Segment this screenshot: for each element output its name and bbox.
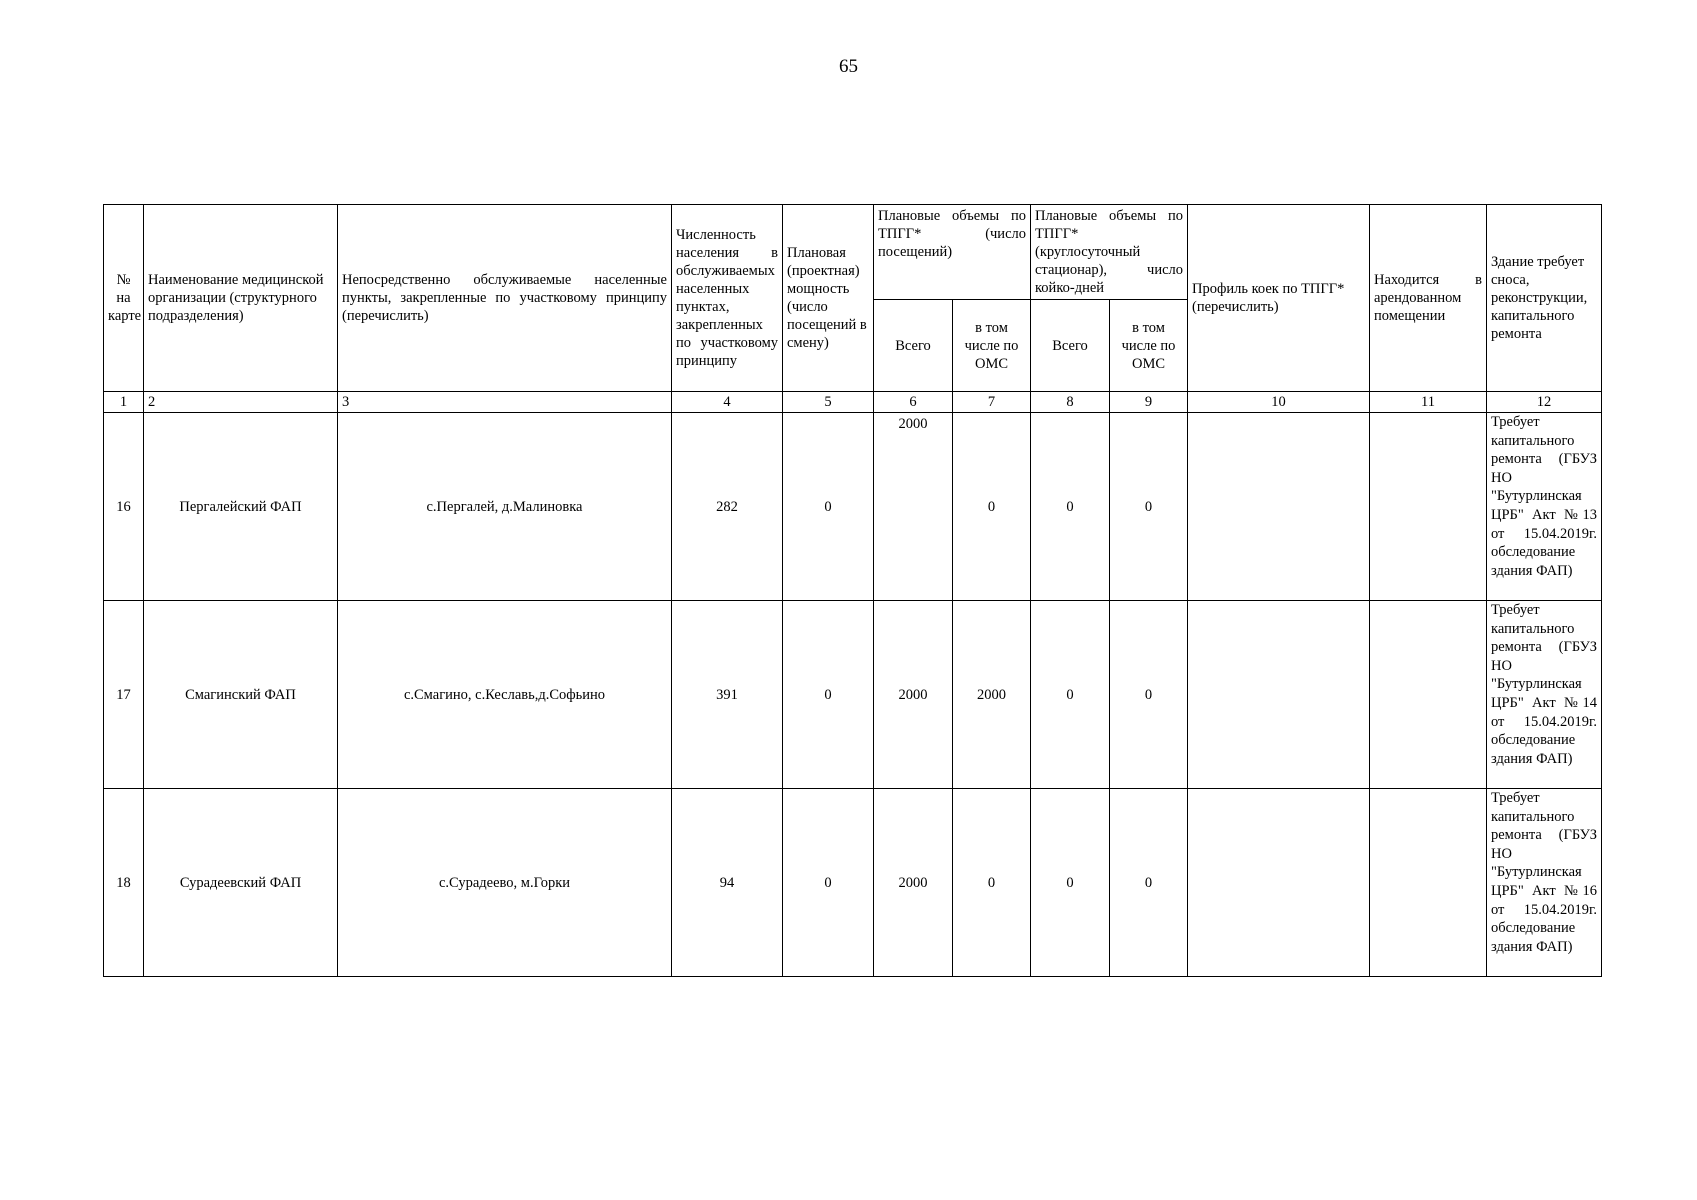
row-number: 16 — [104, 413, 144, 601]
settlements: с.Смагино, с.Кеславь,д.Софьино — [338, 601, 672, 789]
column-number: 12 — [1487, 392, 1602, 413]
settlements: с.Пергалей, д.Малиновка — [338, 413, 672, 601]
beds-oms: 0 — [1110, 413, 1188, 601]
visits-total: 2000 — [874, 789, 953, 977]
column-number: 10 — [1188, 392, 1370, 413]
table-row — [104, 789, 1602, 977]
capacity: 0 — [783, 601, 874, 789]
header-visits-oms: в том числе по ОМС — [953, 300, 1031, 392]
population: 282 — [672, 413, 783, 601]
population: 94 — [672, 789, 783, 977]
column-numbers-row — [104, 392, 1602, 413]
capacity: 0 — [783, 789, 874, 977]
column-number: 2 — [144, 392, 338, 413]
column-number: 9 — [1110, 392, 1188, 413]
header-visit-volumes: Плановые объемы по ТПГГ* (число посещений) — [874, 205, 1031, 300]
header-population: Численность населения в обслуживаемых населенных пунктах, закрепленных по участковому принципу — [672, 205, 783, 392]
column-number: 3 — [338, 392, 672, 413]
beds-total: 0 — [1031, 601, 1110, 789]
bed-profile — [1188, 789, 1370, 977]
column-number: 11 — [1370, 392, 1487, 413]
column-number: 8 — [1031, 392, 1110, 413]
settlements: с.Сурадеево, м.Горки — [338, 789, 672, 977]
header-rented: Находится в арендованном помещении — [1370, 205, 1487, 392]
bed-profile — [1188, 601, 1370, 789]
organization-name: Пергалейский ФАП — [144, 413, 338, 601]
column-number: 6 — [874, 392, 953, 413]
building-condition: Требует капитального ремонта (ГБУЗ НО "Бутурлинская ЦРБ" Акт №13 от 15.04.2019г. обследование здания ФАП) — [1487, 413, 1602, 601]
visits-oms: 2000 — [953, 601, 1031, 789]
rented — [1370, 413, 1487, 601]
header-settlements: Непосредственно обслуживаемые населенные пункты, закрепленные по участковому принципу (перечислить) — [338, 205, 672, 392]
header-row-top — [104, 205, 1602, 300]
visits-oms: 0 — [953, 413, 1031, 601]
header-organization-name: Наименование медицинской организации (структурного подразделения) — [144, 205, 338, 392]
header-beds-total: Всего — [1031, 300, 1110, 392]
visits-oms: 0 — [953, 789, 1031, 977]
header-capacity: Плановая (проектная) мощность (число посещений в смену) — [783, 205, 874, 392]
population: 391 — [672, 601, 783, 789]
header-visits-total: Всего — [874, 300, 953, 392]
table-row — [104, 413, 1602, 601]
header-building-condition: Здание требует сноса, реконструкции, капитального ремонта — [1487, 205, 1602, 392]
table-row — [104, 601, 1602, 789]
header-bed-profile: Профиль коек по ТПГГ* (перечислить) — [1188, 205, 1370, 392]
header-bed-volumes: Плановые объемы по ТПГГ* (круглосуточный стационар), число койко-дней — [1031, 205, 1188, 300]
column-number: 5 — [783, 392, 874, 413]
medical-facilities-table — [103, 204, 1602, 977]
bed-profile — [1188, 413, 1370, 601]
organization-name: Смагинский ФАП — [144, 601, 338, 789]
capacity: 0 — [783, 413, 874, 601]
beds-oms: 0 — [1110, 789, 1188, 977]
building-condition: Требует капитального ремонта (ГБУЗ НО "Бутурлинская ЦРБ" Акт №16 от 15.04.2019г. обследование здания ФАП) — [1487, 789, 1602, 977]
page-number: 65 — [839, 56, 858, 77]
header-beds-oms: в том числе по ОМС — [1110, 300, 1188, 392]
column-number: 7 — [953, 392, 1031, 413]
row-number: 18 — [104, 789, 144, 977]
building-condition: Требует капитального ремонта (ГБУЗ НО "Бутурлинская ЦРБ" Акт №14 от 15.04.2019г. обследование здания ФАП) — [1487, 601, 1602, 789]
organization-name: Сурадеевский ФАП — [144, 789, 338, 977]
beds-total: 0 — [1031, 413, 1110, 601]
beds-total: 0 — [1031, 789, 1110, 977]
header-number: № на карте — [104, 205, 144, 392]
rented — [1370, 789, 1487, 977]
rented — [1370, 601, 1487, 789]
column-number: 1 — [104, 392, 144, 413]
row-number: 17 — [104, 601, 144, 789]
visits-total: 2000 — [874, 601, 953, 789]
column-number: 4 — [672, 392, 783, 413]
visits-total: 2000 — [874, 413, 953, 601]
beds-oms: 0 — [1110, 601, 1188, 789]
